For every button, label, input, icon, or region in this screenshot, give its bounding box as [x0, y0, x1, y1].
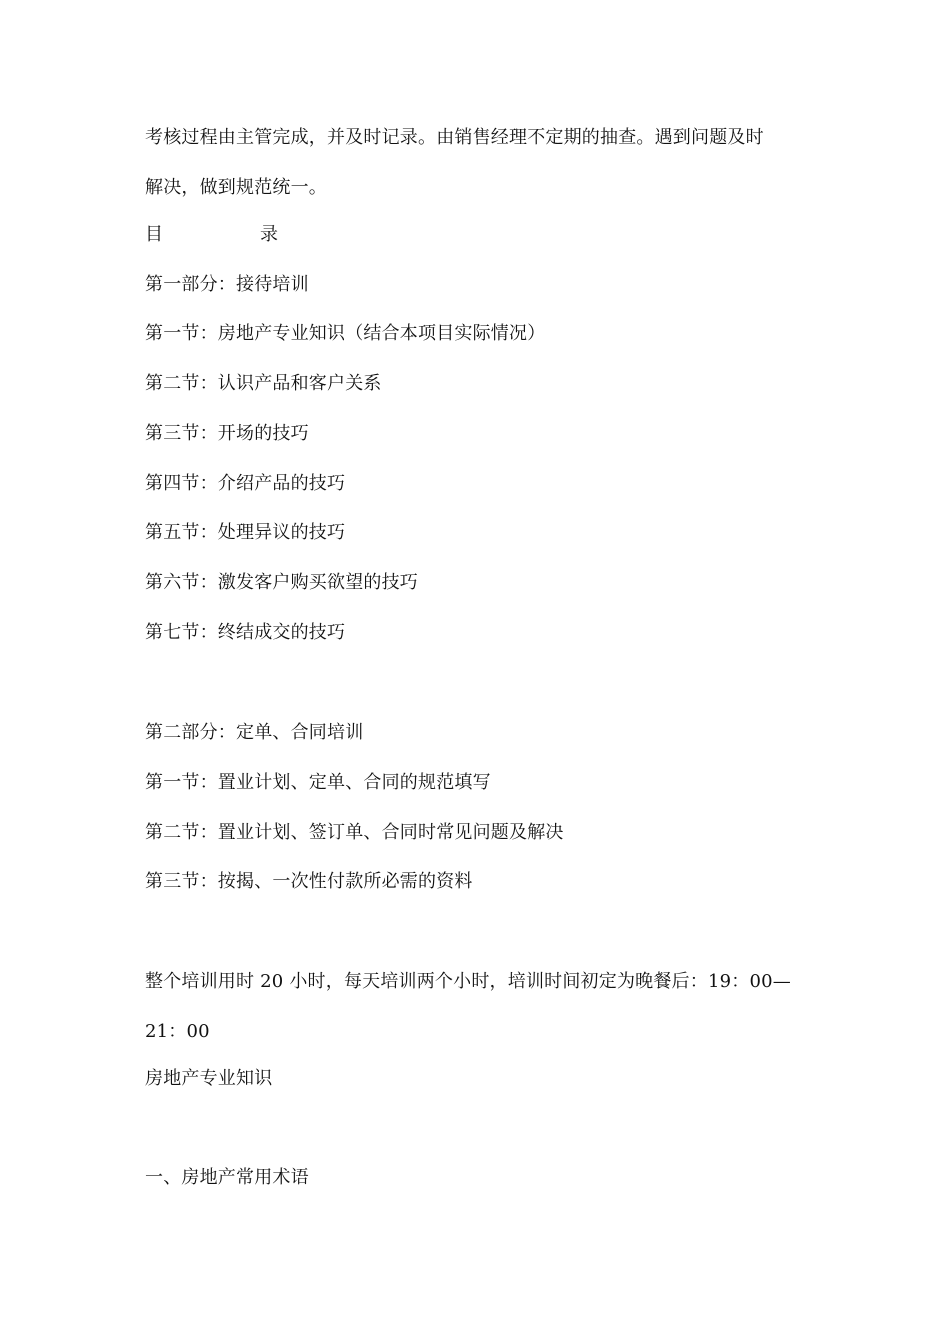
section-heading: 房地产专业知识 — [145, 1068, 273, 1089]
toc-title — [145, 223, 278, 247]
toc-part1-section-3: 第三节：开场的技巧 — [145, 423, 309, 444]
subsection-heading: 一、房地产常用术语 — [145, 1167, 309, 1188]
toc-part1-section-4: 第四节：介绍产品的技巧 — [145, 473, 346, 494]
toc-part1-section-1: 第一节：房地产专业知识（结合本项目实际情况） — [145, 323, 546, 344]
toc-part1-heading: 第一部分：接待培训 — [145, 274, 309, 295]
toc-part2-section-3: 第三节：按揭、一次性付款所必需的资料 — [145, 871, 473, 892]
toc-part2-section-2: 第二节：置业计划、签订单、合同时常见问题及解决 — [145, 822, 564, 843]
toc-part1-section-7: 第七节：终结成交的技巧 — [145, 622, 346, 643]
schedule-line-2: 21：00 — [145, 1021, 210, 1042]
intro-line-1: 考核过程由主管完成，并及时记录。由销售经理不定期的抽查。遇到问题及时 — [145, 127, 764, 148]
schedule-line-1: 整个培训用时 20 小时，每天培训两个小时，培训时间初定为晚餐后：19：00— — [145, 971, 791, 992]
intro-line-2: 解决，做到规范统一。 — [145, 177, 327, 198]
toc-title-right: 录 — [260, 224, 278, 245]
toc-part1-section-2: 第二节：认识产品和客户关系 — [145, 373, 382, 394]
toc-part1-section-6: 第六节：激发客户购买欲望的技巧 — [145, 572, 418, 593]
toc-part2-section-1: 第一节：置业计划、定单、合同的规范填写 — [145, 772, 491, 793]
toc-part2-heading: 第二部分：定单、合同培训 — [145, 722, 364, 743]
toc-part1-section-5: 第五节：处理异议的技巧 — [145, 522, 346, 543]
toc-title-left: 目 — [145, 224, 163, 245]
